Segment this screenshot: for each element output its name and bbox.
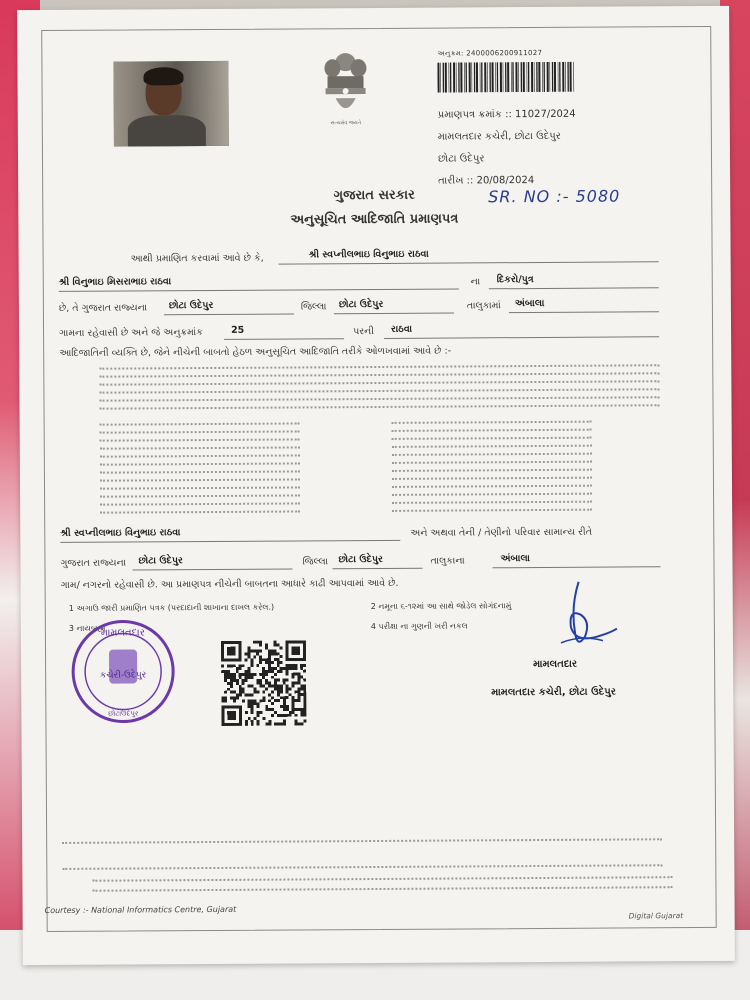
- svg-text:મામલતદાર: મામલતદાર: [100, 627, 145, 639]
- district-label: જિલ્લા: [300, 301, 327, 313]
- signatory-office: મામલતદાર કચેરી, છોટા ઉદેપુર: [491, 686, 616, 699]
- place-value: છોટા ઉદેપુર: [168, 299, 214, 312]
- tribe-label: પરની: [353, 326, 374, 338]
- family-label: અને અથવા તેની / તેણીનો પરિવાર સામાન્ય રીતે: [410, 526, 593, 539]
- orders-list-right: [17, 6, 729, 10]
- certificate-sheet: [17, 6, 735, 965]
- qr-code-icon: [221, 640, 307, 726]
- state-title: ગુજરાત સરકાર: [333, 187, 415, 204]
- relation-value: દિકરો/પુત્ર: [496, 274, 534, 286]
- resident-label: ગામના રહેવાસી છે અને જે અનુક્રમાંક: [59, 327, 203, 339]
- basis-item-1: 1 અગાઉ જારી પ્રમાણિત પત્રક (પરદાદાની શાખાના દાખલ કરેલ.): [68, 602, 275, 613]
- place-value-2: છોટા ઉદેપુર: [138, 555, 183, 567]
- father-name: શ્રી વિનુભાઇ મિસરાભાઇ રાઠવા: [58, 276, 172, 288]
- tribe-value: રાઠવા: [391, 323, 413, 335]
- signatory-designation: મામલતદાર: [533, 658, 578, 671]
- declaration-text: આદિજાતિની વ્યક્તિ છે, જેને નીચેની બાબતો હેઠળ અનુસૂચિત આદિજાતિ તરીકે ઓળખવામાં આવે છે :-: [59, 345, 452, 359]
- handwritten-signature: [541, 577, 621, 657]
- certify-label: આથી પ્રમાણિત કરવામાં આવે છે કે,: [130, 252, 264, 265]
- handwritten-serial-number: SR. NO :- 5080: [488, 186, 621, 207]
- basis-item-2: 2 નમૂના ૬-૧૨માં આ સાથે જોડેલ સોગંદનામું: [370, 601, 512, 612]
- certificate-title: અનુસૂચિત આદિજાતિ પ્રમાણપત્ર: [290, 211, 459, 228]
- applicant-photo: [113, 61, 229, 147]
- issue-date: તારીખ :: 20/08/2024: [438, 175, 535, 187]
- taluka-value-2: અંબાલા: [500, 553, 530, 565]
- basis-item-4: 4 પરીક્ષા ના ગુણની ખરી નકલ: [370, 621, 468, 632]
- office-seal-icon: [69, 617, 178, 726]
- certificate-number: પ્રમાણપત્ર ક્રમાંક :: 11027/2024: [437, 108, 576, 121]
- orders-list: [17, 6, 729, 10]
- relation-label: ના: [470, 276, 481, 288]
- footer-notes: [17, 6, 729, 10]
- barcode-number: અનુક્રમ: 2400006200911027: [437, 48, 543, 58]
- digital-gujarat-label: Digital Gujarat: [628, 911, 684, 921]
- national-emblem-icon: [315, 48, 375, 128]
- district-value-2: છોટા ઉદેપુર: [338, 553, 383, 566]
- issuing-office-city: છોટા ઉદેપુર: [437, 153, 485, 165]
- courtesy-note: Courtesy :- National Informatics Centre, Gujarat: [44, 904, 237, 916]
- svg-text:છોટાઉદેપુર: છોટાઉદેપુર: [108, 709, 139, 718]
- issue-text: ગામ/ નગરનો રહેવાસી છે. આ પ્રમાણપત્ર નીચેની બાબતના આધારે કાઢી આપવામાં આવે છે.: [60, 577, 399, 591]
- district-label-2: જિલ્લા: [302, 556, 329, 568]
- svg-text:કચેરી-ઉદેપુર: કચેરી-ઉદેપુર: [99, 670, 147, 681]
- state-label-2: ગુજરાત રાજ્યના: [60, 557, 127, 569]
- serial-value: 25: [231, 324, 245, 336]
- issuing-office: મામલતદાર કચેરી, છોટા ઉદેપુર: [437, 130, 561, 143]
- taluka-label-2: તાલુકાના: [430, 555, 465, 567]
- taluka-label: તાલુકામાં: [466, 300, 501, 312]
- taluka-value: અંબાલા: [514, 297, 545, 310]
- district-value: છોટા ઉદેપુર: [338, 298, 384, 311]
- orders-list-left: [17, 6, 729, 10]
- barcode-icon: [437, 62, 575, 93]
- emblem-caption: સત્યમેવ જયતે: [330, 120, 362, 127]
- applicant-name: શ્રી સ્વપ્નીલભાઇ વિનુભાઇ રાઠવા: [308, 248, 429, 261]
- applicant-name-repeat: શ્રી સ્વપ્નીલભાઇ વિનુભાઇ રાઠવા: [60, 527, 181, 539]
- state-label: છે, તે ગુજરાત રાજ્યના: [58, 302, 148, 314]
- basis-item-3: 3 નાયબ્રહ્મ: [68, 623, 106, 633]
